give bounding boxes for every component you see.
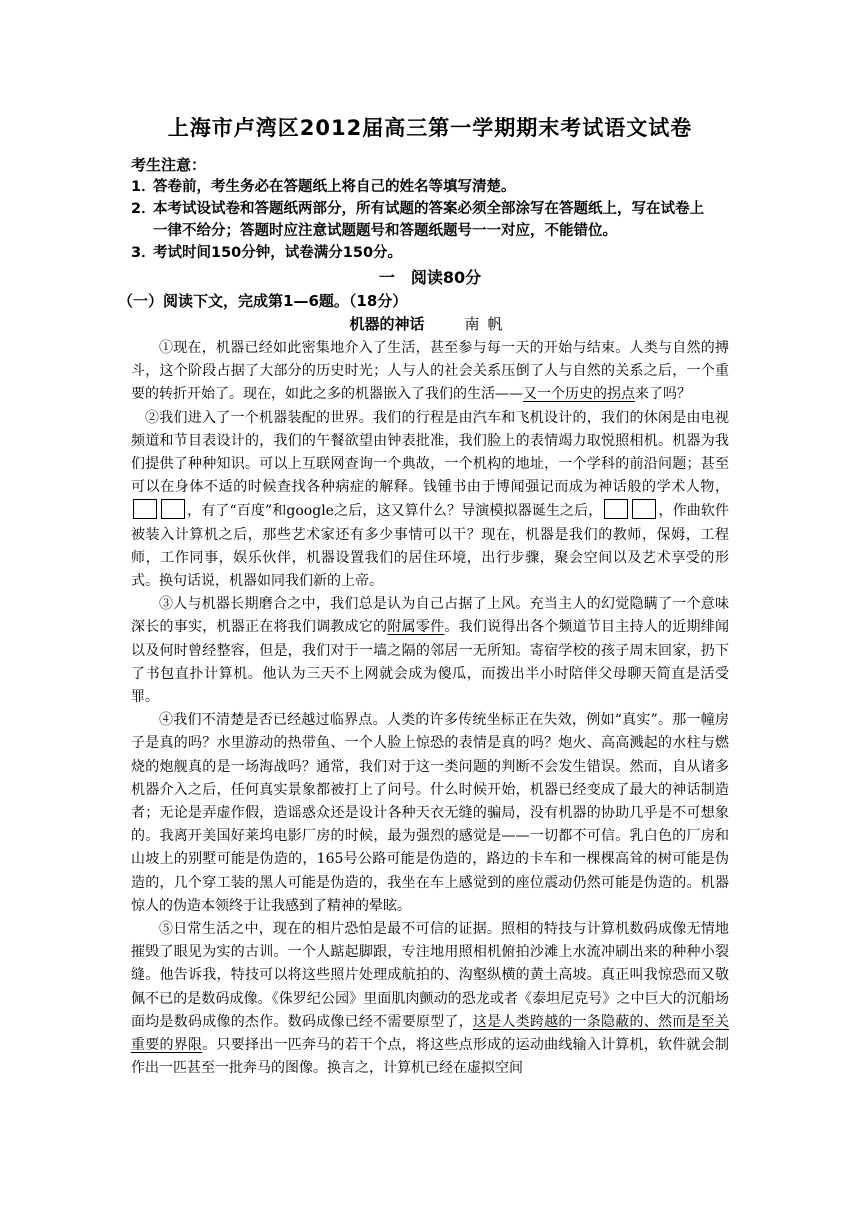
underlined-phrase: 这是人类跨越的一条隐蔽的、然而是至关重要的界限 xyxy=(131,1013,730,1054)
paragraph-text: ①现在，机器已经如此密集地介入了生活，甚至参与每一天的开始与结束。人类与自然的搏斗，这个阶段占据了大部分的历史时光；人与人的社会关系压倒了人与自然的关系之后，一个重要的转折开始了。现在，如此之多的机器嵌入了我们的生活—— xyxy=(131,340,729,403)
notice-item-1 xyxy=(131,176,741,198)
essay-title: 机器的神话 xyxy=(349,315,425,333)
paragraph-text: ④我们不清楚是否已经越过临界点。人类的许多传统坐标正在失效，例如“真实”。那一幢房子是真的吗？水里游动的热带鱼、一个人脸上惊恐的表情是真的吗？炮火、高高溅起的水柱与燃烧的炮舰真的是一场海战吗？通常，我们对于这一类问题的判断不会发生错误。然而，自从诸多机器介入之后，任何真实景象都被打上了问号。什么时候开始，机器已经变成了最大的神话制造者；无论是弄虚作假，造谣惑众还是设计各种天衣无缝的骗局，没有机器的协助几乎是不可想象的。我离开美国好莱坞电影厂房的时候，最为强烈的感觉是——一切都不可信。乳白色的厂房和山坡上的别墅可能是伪造的，165号公路可能是伪造的，路边的卡车和一棵棵高耸的树可能是伪造的，几个穿工装的黑人可能是伪造的，我坐在车上感觉到的座位震动仍然可能是伪造的。机器惊人的伪造本领终于让我感到了精神的晕眩。 xyxy=(131,712,729,914)
subsection-heading: （一）阅读下文，完成第1—6题。（18分） xyxy=(118,292,408,310)
paragraph-5 xyxy=(131,918,729,1080)
notice-continuation: 一律不给分；答题时应注意试题题号和答题纸题号一一对应，不能错位。 xyxy=(153,223,617,239)
underlined-phrase: 附属零件 xyxy=(387,619,445,636)
answer-blank-box[interactable] xyxy=(604,499,628,519)
essay-body xyxy=(131,337,729,1081)
answer-blank-box[interactable] xyxy=(161,499,185,519)
answer-blank-box[interactable] xyxy=(133,499,157,519)
paragraph-text: ，有了“百度”和google之后，这又算什么？导演模拟器诞生之后， xyxy=(187,503,603,520)
section-heading: 一 阅读80分 xyxy=(378,268,482,287)
paragraph-2 xyxy=(131,407,729,594)
notice-heading: 考生注意： xyxy=(131,156,207,174)
essay-author: 南帆 xyxy=(464,315,511,333)
paragraph-4 xyxy=(131,709,729,918)
notice-text: 本考试设试卷和答题纸两部分，所有试题的答案必须全部涂写在答题纸上，写在试卷上 xyxy=(153,201,704,217)
notice-item-2 xyxy=(131,198,741,242)
paragraph-text: 来了吗？ xyxy=(635,386,691,403)
answer-blank-box[interactable] xyxy=(632,499,656,519)
notice-number: 2． xyxy=(131,201,156,217)
exam-title: 上海市卢湾区2012届高三第一学期期末考试语文试卷 xyxy=(167,116,693,140)
paragraph-text: ③人与机器长期磨合之中，我们总是认为自己占据了上风。充当主人的幻觉隐瞒了一个意味深长的事实，机器正在将我们调教成它的 xyxy=(131,596,729,636)
paragraph-3 xyxy=(131,593,729,709)
paragraph-text: ，作曲软件被装入计算机之后，那些艺术家还有多少事情可以干？现在，机器是我们的教师，保姆，工程师，工作同事，娱乐伙伴，机器设置我们的居住环境，出行步骤，聚会空间以及艺术享受的形式。换句话说，机器如同我们新的上帝。 xyxy=(131,503,729,590)
paragraph-text: 。我们说得出各个频道节目主持人的近期绯闻以及何时曾经整容，但是，我们对于一墙之隔的邻居一无所知。寄宿学校的孩子周末回家，扔下了书包直扑计算机。他认为三天不上网就会成为傻瓜，而拨出半小时陪伴父母聊天简直是活受罪。 xyxy=(131,619,730,706)
paragraph-1 xyxy=(131,337,729,407)
notice-number: 1． xyxy=(131,179,156,195)
paragraph-text: 。只要择出一匹奔马的若干个点，将这些点形成的运动曲线输入计算机，软件就会制作出一匹甚至一批奔马的图像。换言之，计算机已经在虚拟空间 xyxy=(131,1037,730,1077)
notice-item-3 xyxy=(131,242,741,264)
notice-number: 3． xyxy=(131,245,156,261)
paragraph-text: ⑤日常生活之中，现在的相片恐怕是最不可信的证据。照相的特技与计算机数码成像无情地摧毁了眼见为实的古训。一个人踮起脚跟，专注地用照相机俯拍沙滩上水流冲刷出来的种种小裂缝。他告诉我，特技可以将这些照片处理成航拍的、沟壑纵横的黄土高坡。真正叫我惊恐而又敬佩不已的是数码成像。《侏罗纪公园》里面肌肉颤动的恐龙或者《泰坦尼克号》之中巨大的沉船场面均是数码成像的杰作。数码成像已经不需要原型了， xyxy=(131,921,729,1030)
paragraph-text: ②我们进入了一个机器装配的世界。我们的行程是由汽车和飞机设计的，我们的休闲是由电视频道和节目表设计的，我们的午餐欲望由钟表批准，我们脸上的表情竭力取悦照相机。机器为我们提供了种种知识。可以上互联网查询一个典故，一个机构的地址，一个学科的前沿问题；甚至可以在身体不适的时候查找各种病症的解释。钱锺书由于博闻强记而成为神话般的学术人物， xyxy=(131,409,729,496)
notice-text: 考试时间150分钟，试卷满分150分。 xyxy=(153,245,403,261)
underlined-phrase: 又一个历史的拐点 xyxy=(523,386,635,403)
essay-title-line xyxy=(0,313,860,334)
notice-text: 答卷前，考生务必在答题纸上将自己的姓名等填写清楚。 xyxy=(153,179,516,195)
